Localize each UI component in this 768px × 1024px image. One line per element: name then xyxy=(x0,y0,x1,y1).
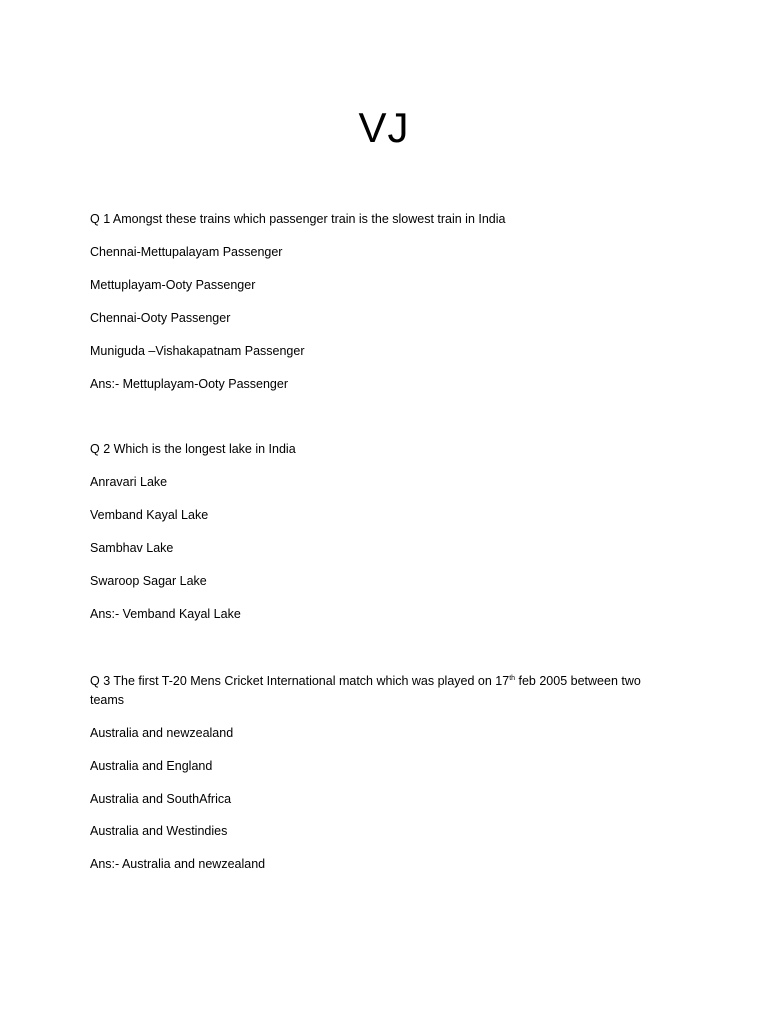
question-1: Q 1 Amongst these trains which passenger train is the slowest train in India xyxy=(90,212,506,226)
q1-answer: Ans:- Mettuplayam-Ooty Passenger xyxy=(90,377,288,391)
question-3-text-end: feb 2005 between two teams xyxy=(90,674,641,707)
question-3-text-start: Q 3 The first T-20 Mens Cricket International match which was played on 17 xyxy=(90,674,510,688)
q1-option-4: Muniguda –Vishakapatnam Passenger xyxy=(90,344,305,358)
question-2: Q 2 Which is the longest lake in India xyxy=(90,442,296,456)
q2-answer: Ans:- Vemband Kayal Lake xyxy=(90,607,241,621)
q1-option-2: Mettuplayam-Ooty Passenger xyxy=(90,278,256,292)
q2-option-1: Anravari Lake xyxy=(90,475,168,489)
q3-answer: Ans:- Australia and newzealand xyxy=(90,857,266,871)
q3-option-1: Australia and newzealand xyxy=(90,726,234,740)
question-3 xyxy=(90,672,670,710)
q2-option-2: Vemband Kayal Lake xyxy=(90,508,209,522)
q1-option-1: Chennai-Mettupalayam Passenger xyxy=(90,245,283,259)
q2-option-4: Swaroop Sagar Lake xyxy=(90,574,207,588)
q3-option-3: Australia and SouthAfrica xyxy=(90,792,232,806)
q1-option-3: Chennai-Ooty Passenger xyxy=(90,311,231,325)
document-title: VJ xyxy=(358,104,410,151)
q3-option-4: Australia and Westindies xyxy=(90,824,228,838)
q2-option-3: Sambhav Lake xyxy=(90,541,174,555)
q3-option-2: Australia and England xyxy=(90,759,213,773)
question-3-superscript: th xyxy=(509,674,516,682)
